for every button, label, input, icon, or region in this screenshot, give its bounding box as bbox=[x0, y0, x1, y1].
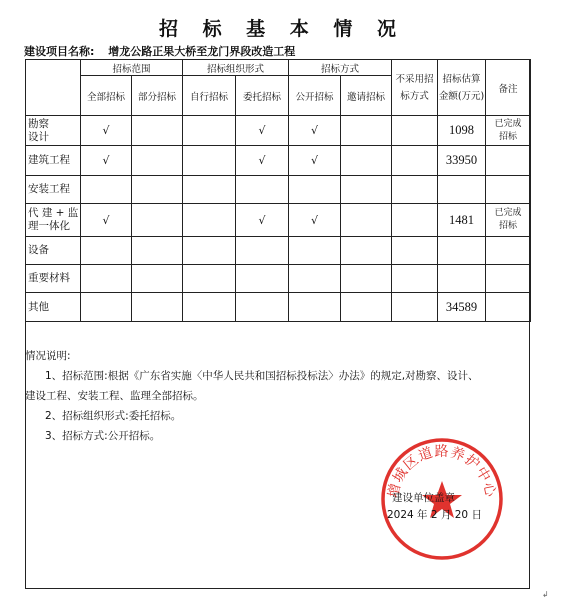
header-org-self: 自行招标 bbox=[183, 76, 236, 116]
header-no-tender bbox=[392, 60, 438, 116]
cell-amount bbox=[438, 265, 486, 293]
notes-item-1: 1、招标范围:根据《广东省实施〈中华人民共和国招标投标法〉办法》的规定,对勘察、设计、 bbox=[45, 370, 479, 382]
notes-item-1-cont: 建设工程、安装工程、监理全部招标。 bbox=[25, 390, 204, 402]
cell-part bbox=[132, 176, 183, 204]
cell-public bbox=[289, 265, 341, 293]
cell-none bbox=[392, 265, 438, 293]
page-title: 招 标 基 本 情 况 bbox=[158, 18, 406, 40]
header-estimate-text: 招标估算金额(万元) bbox=[438, 73, 485, 102]
cell-all bbox=[81, 293, 132, 322]
cell-part bbox=[132, 237, 183, 265]
cell-self bbox=[183, 293, 236, 322]
cell-amount: 1098 bbox=[438, 116, 486, 146]
table-row bbox=[26, 204, 531, 237]
cell-entrust: √ bbox=[236, 116, 289, 146]
cell-all: √ bbox=[81, 204, 132, 237]
corner-cell bbox=[26, 60, 81, 116]
cell-public bbox=[289, 237, 341, 265]
seal-text: 增城区道路养护中心 bbox=[385, 443, 499, 500]
row-name: 重要材料 bbox=[26, 265, 81, 293]
cell-amount bbox=[438, 237, 486, 265]
cell-invite bbox=[341, 116, 392, 146]
cell-amount: 1481 bbox=[438, 204, 486, 237]
cell-amount: 34589 bbox=[438, 293, 486, 322]
cell-none bbox=[392, 237, 438, 265]
cell-self bbox=[183, 176, 236, 204]
cell-all bbox=[81, 176, 132, 204]
cell-part bbox=[132, 146, 183, 176]
cell-invite bbox=[341, 146, 392, 176]
cell-part bbox=[132, 293, 183, 322]
cell-part bbox=[132, 204, 183, 237]
cell-entrust: √ bbox=[236, 146, 289, 176]
row-name: 勘察 设计 bbox=[26, 116, 81, 146]
notes-item-3: 3、招标方式:公开招标。 bbox=[45, 430, 161, 442]
corner-mark: ↲ bbox=[542, 590, 549, 599]
row-name: 安装工程 bbox=[26, 176, 81, 204]
cell-invite bbox=[341, 265, 392, 293]
table-row bbox=[26, 265, 531, 293]
table-body bbox=[26, 116, 531, 322]
signature-date: 2024 年 2 月 20 日 bbox=[387, 509, 482, 521]
row-name: 设备 bbox=[26, 237, 81, 265]
header-remark: 备注 bbox=[486, 60, 531, 116]
cell-self bbox=[183, 204, 236, 237]
cell-all bbox=[81, 237, 132, 265]
cell-self bbox=[183, 237, 236, 265]
row-name: 其他 bbox=[26, 293, 81, 322]
table-row bbox=[26, 237, 531, 265]
cell-public bbox=[289, 176, 341, 204]
table-row bbox=[26, 116, 531, 146]
row-name: 代 建 + 监 理一体化 bbox=[26, 204, 81, 237]
cell-remark bbox=[486, 293, 531, 322]
cell-public bbox=[289, 293, 341, 322]
header-method-invite: 邀请招标 bbox=[341, 76, 392, 116]
cell-amount bbox=[438, 176, 486, 204]
cell-remark bbox=[486, 237, 531, 265]
project-label: 建设项目名称: bbox=[24, 45, 95, 58]
header-no-tender-text: 不采用招标方式 bbox=[395, 73, 434, 102]
cell-self bbox=[183, 116, 236, 146]
tender-table bbox=[25, 59, 531, 322]
row-name: 建筑工程 bbox=[26, 146, 81, 176]
cell-all: √ bbox=[81, 146, 132, 176]
cell-public: √ bbox=[289, 204, 341, 237]
cell-remark: 已完成 招标 bbox=[486, 204, 531, 237]
cell-entrust bbox=[236, 293, 289, 322]
notes-section bbox=[25, 346, 530, 446]
cell-invite bbox=[341, 237, 392, 265]
project-line bbox=[24, 43, 295, 59]
cell-all: √ bbox=[81, 116, 132, 146]
header-method-public: 公开招标 bbox=[289, 76, 341, 116]
notes-item-2: 2、招标组织形式:委托招标。 bbox=[45, 410, 182, 422]
cell-part bbox=[132, 265, 183, 293]
notes-label: 情况说明: bbox=[25, 350, 71, 362]
cell-public: √ bbox=[289, 146, 341, 176]
cell-invite bbox=[341, 293, 392, 322]
header-estimate bbox=[438, 60, 486, 116]
cell-part bbox=[132, 116, 183, 146]
cell-invite bbox=[341, 176, 392, 204]
header-scope-all: 全部招标 bbox=[81, 76, 132, 116]
cell-entrust bbox=[236, 176, 289, 204]
cell-invite bbox=[341, 204, 392, 237]
cell-all bbox=[81, 265, 132, 293]
cell-remark bbox=[486, 146, 531, 176]
header-scope: 招标范围 bbox=[81, 60, 183, 76]
cell-entrust bbox=[236, 265, 289, 293]
cell-remark: 已完成 招标 bbox=[486, 116, 531, 146]
project-name: 增龙公路正果大桥至龙门界段改造工程 bbox=[108, 45, 296, 58]
cell-none bbox=[392, 204, 438, 237]
cell-none bbox=[392, 176, 438, 204]
header-method: 招标方式 bbox=[289, 60, 392, 76]
cell-self bbox=[183, 265, 236, 293]
cell-amount: 33950 bbox=[438, 146, 486, 176]
cell-public: √ bbox=[289, 116, 341, 146]
signature-label: 建设单位盖章 bbox=[392, 492, 455, 504]
cell-remark bbox=[486, 176, 531, 204]
cell-none bbox=[392, 146, 438, 176]
cell-entrust: √ bbox=[236, 204, 289, 237]
table-row bbox=[26, 293, 531, 322]
cell-self bbox=[183, 146, 236, 176]
header-org-entrust: 委托招标 bbox=[236, 76, 289, 116]
table-row bbox=[26, 176, 531, 204]
header-org: 招标组织形式 bbox=[183, 60, 289, 76]
cell-entrust bbox=[236, 237, 289, 265]
cell-remark bbox=[486, 265, 531, 293]
header-scope-part: 部分招标 bbox=[132, 76, 183, 116]
cell-none bbox=[392, 293, 438, 322]
table-row bbox=[26, 146, 531, 176]
cell-none bbox=[392, 116, 438, 146]
